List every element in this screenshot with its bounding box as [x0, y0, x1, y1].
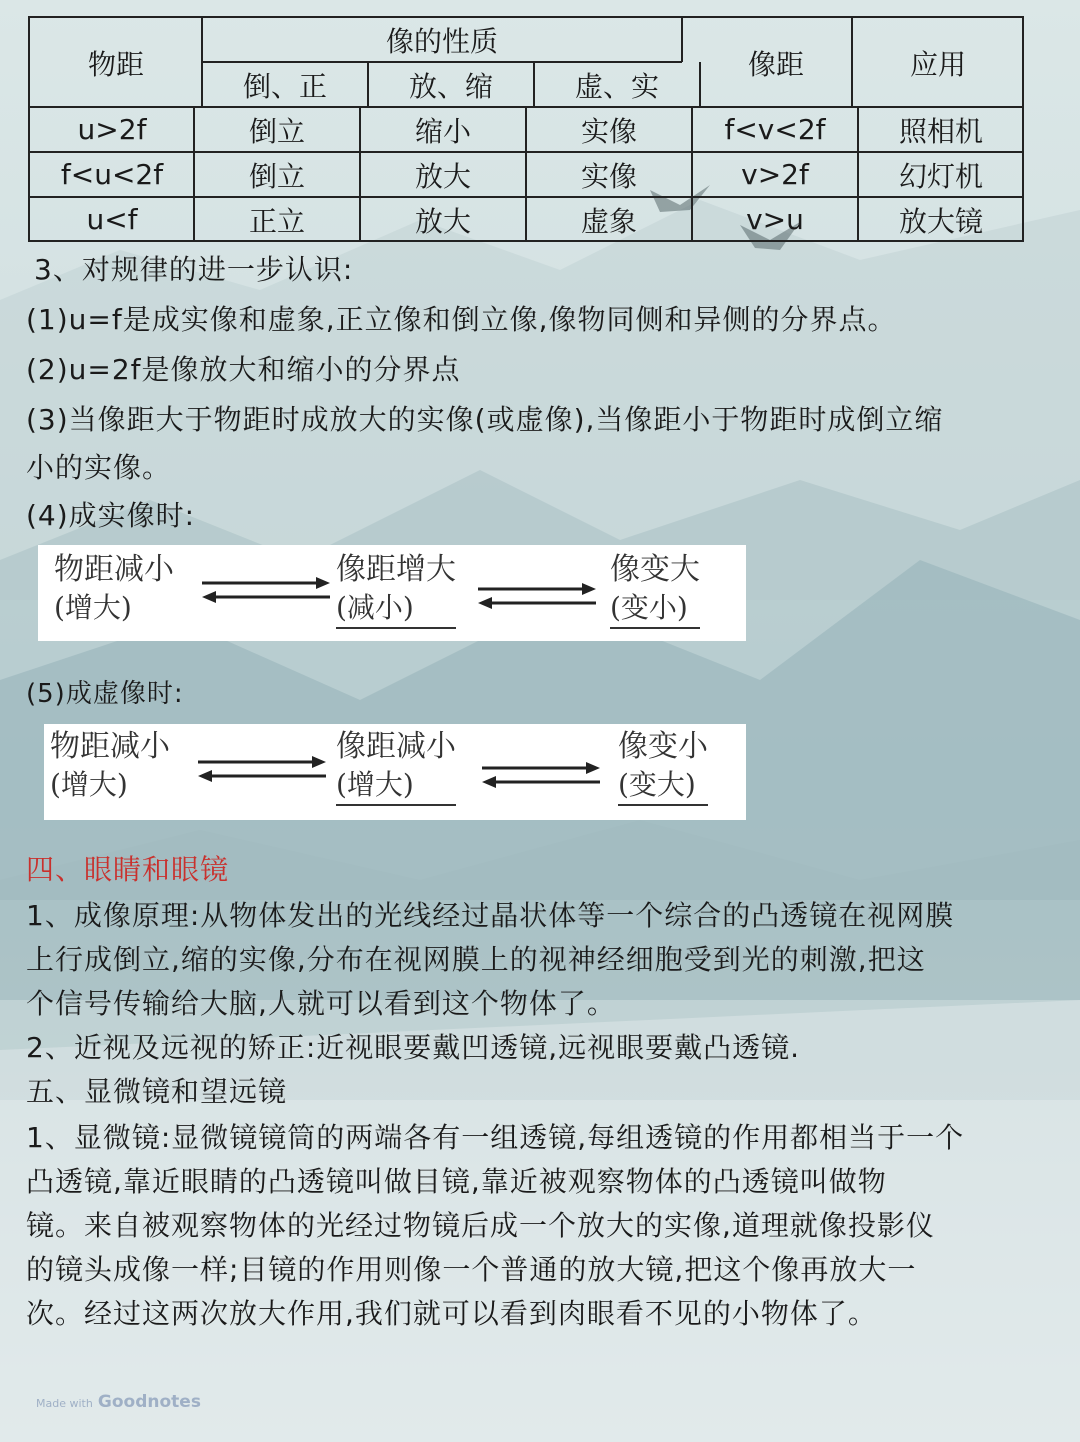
rule-4: (4)成实像时: [26, 499, 196, 532]
section5-line2: 凸透镜,靠近眼睛的凸透镜叫做目镜,靠近被观察物体的凸透镜叫做物 [26, 1165, 887, 1198]
table-cell: 放大 [414, 159, 471, 193]
section5-line3: 镜。来自被观察物体的光经过物镜后成一个放大的实像,道理就像投影仪 [26, 1209, 935, 1242]
rule-3-line1: (3)当像距大于物距时成放大的实像(或虚像),当像距小于物距时成倒立缩 [26, 403, 944, 436]
table-divider [851, 18, 853, 107]
table-cell: 倒立 [248, 114, 305, 148]
flow-node-image-distance [336, 728, 456, 806]
goodnotes-logo: Goodnotes [97, 1392, 201, 1412]
lens-imaging-table [28, 16, 1024, 242]
goodnotes-watermark [36, 1392, 201, 1412]
header-object-distance: 物距 [87, 47, 144, 81]
section3-title: 3、对规律的进一步认识: [34, 253, 354, 286]
table-cell: 缩小 [414, 114, 471, 148]
table-divider [681, 18, 683, 62]
flow-sublabel: (变大) [618, 766, 708, 806]
double-arrow-icon [196, 575, 336, 605]
header-orientation: 倒、正 [242, 69, 327, 103]
flow-sublabel: (增大) [54, 591, 132, 624]
section5-line4: 的镜头成像一样;目镜的作用则像一个普通的放大镜,把这个像再放大一 [26, 1253, 917, 1286]
made-with-label: Made with [36, 1397, 93, 1410]
table-cell: 虚象 [580, 204, 637, 238]
header-image-nature: 像的性质 [385, 25, 498, 58]
table-cell: u>2f [77, 113, 147, 146]
flow-sublabel: (减小) [336, 589, 456, 629]
virtual-image-flow-diagram [44, 724, 746, 820]
section4-title: 四、眼睛和眼镜 [26, 853, 230, 886]
flow-sublabel: (增大) [336, 766, 456, 806]
table-cell: 放大镜 [898, 204, 983, 238]
rule-3-line2: 小的实像。 [26, 451, 172, 484]
rule-5: (5)成虚像时: [26, 679, 184, 709]
table-cell: 实像 [580, 114, 637, 148]
flow-label: 像距减小 [336, 729, 456, 764]
table-divider [533, 62, 535, 107]
table-cell: v>2f [741, 158, 809, 191]
table-cell: 照相机 [898, 114, 983, 148]
rule-2: (2)u=2f是像放大和缩小的分界点 [26, 353, 461, 386]
table-cell: u<f [86, 203, 138, 236]
section5-line5: 次。经过这两次放大作用,我们就可以看到肉眼看不见的小物体了。 [26, 1297, 877, 1330]
flow-label: 像距增大 [336, 552, 456, 587]
flow-node-image-distance [336, 551, 456, 629]
table-cell: 倒立 [248, 159, 305, 193]
section5-title: 五、显微镜和望远镜 [26, 1075, 288, 1108]
section4-line2: 上行成倒立,缩的实像,分布在视网膜上的视神经细胞受到光的刺激,把这 [26, 943, 926, 976]
real-image-flow-diagram [38, 545, 746, 641]
table-divider [367, 62, 369, 107]
double-arrow-icon [192, 754, 332, 784]
flow-label: 物距减小 [50, 729, 170, 764]
table-divider [30, 151, 1024, 153]
table-cell: 实像 [580, 159, 637, 193]
table-divider [359, 107, 361, 242]
header-size: 放、缩 [408, 69, 493, 103]
flow-sublabel: (变小) [610, 589, 700, 629]
flow-label: 物距减小 [54, 552, 174, 587]
double-arrow-icon [476, 760, 606, 790]
table-divider [202, 61, 682, 63]
flow-node-image-size [618, 728, 708, 806]
header-real-virtual: 虚、实 [574, 69, 659, 103]
flow-sublabel: (增大) [50, 768, 128, 801]
table-cell: 幻灯机 [898, 159, 983, 193]
table-cell: 放大 [414, 204, 471, 238]
table-divider [193, 107, 195, 242]
table-cell: v>u [746, 203, 804, 236]
double-arrow-icon [472, 581, 602, 611]
section4-line1: 1、成像原理:从物体发出的光线经过晶状体等一个综合的凸透镜在视网膜 [26, 899, 955, 932]
table-divider [201, 18, 203, 107]
table-divider [857, 107, 859, 242]
table-divider [691, 107, 693, 242]
section4-line4: 2、近视及远视的矫正:近视眼要戴凹透镜,远视眼要戴凸透镜. [26, 1031, 801, 1064]
flow-node-object-distance [54, 551, 174, 627]
header-image-distance: 像距 [747, 47, 804, 81]
flow-label: 像变大 [610, 552, 700, 587]
table-cell: 正立 [248, 204, 305, 238]
section4-line3: 个信号传输给大脑,人就可以看到这个物体了。 [26, 987, 616, 1020]
rule-1: (1)u=f是成实像和虚象,正立像和倒立像,像物同侧和异侧的分界点。 [26, 303, 897, 336]
table-divider [525, 107, 527, 242]
table-cell: f<u<2f [60, 158, 164, 191]
section5-line1: 1、显微镜:显微镜镜筒的两端各有一组透镜,每组透镜的作用都相当于一个 [26, 1121, 965, 1154]
flow-node-object-distance [50, 728, 170, 804]
table-divider [30, 196, 1024, 198]
table-divider [30, 106, 1024, 108]
flow-label: 像变小 [618, 729, 708, 764]
flow-node-image-size [610, 551, 700, 629]
table-cell: f<v<2f [724, 113, 826, 146]
table-divider [699, 62, 701, 107]
header-application: 应用 [909, 47, 966, 81]
